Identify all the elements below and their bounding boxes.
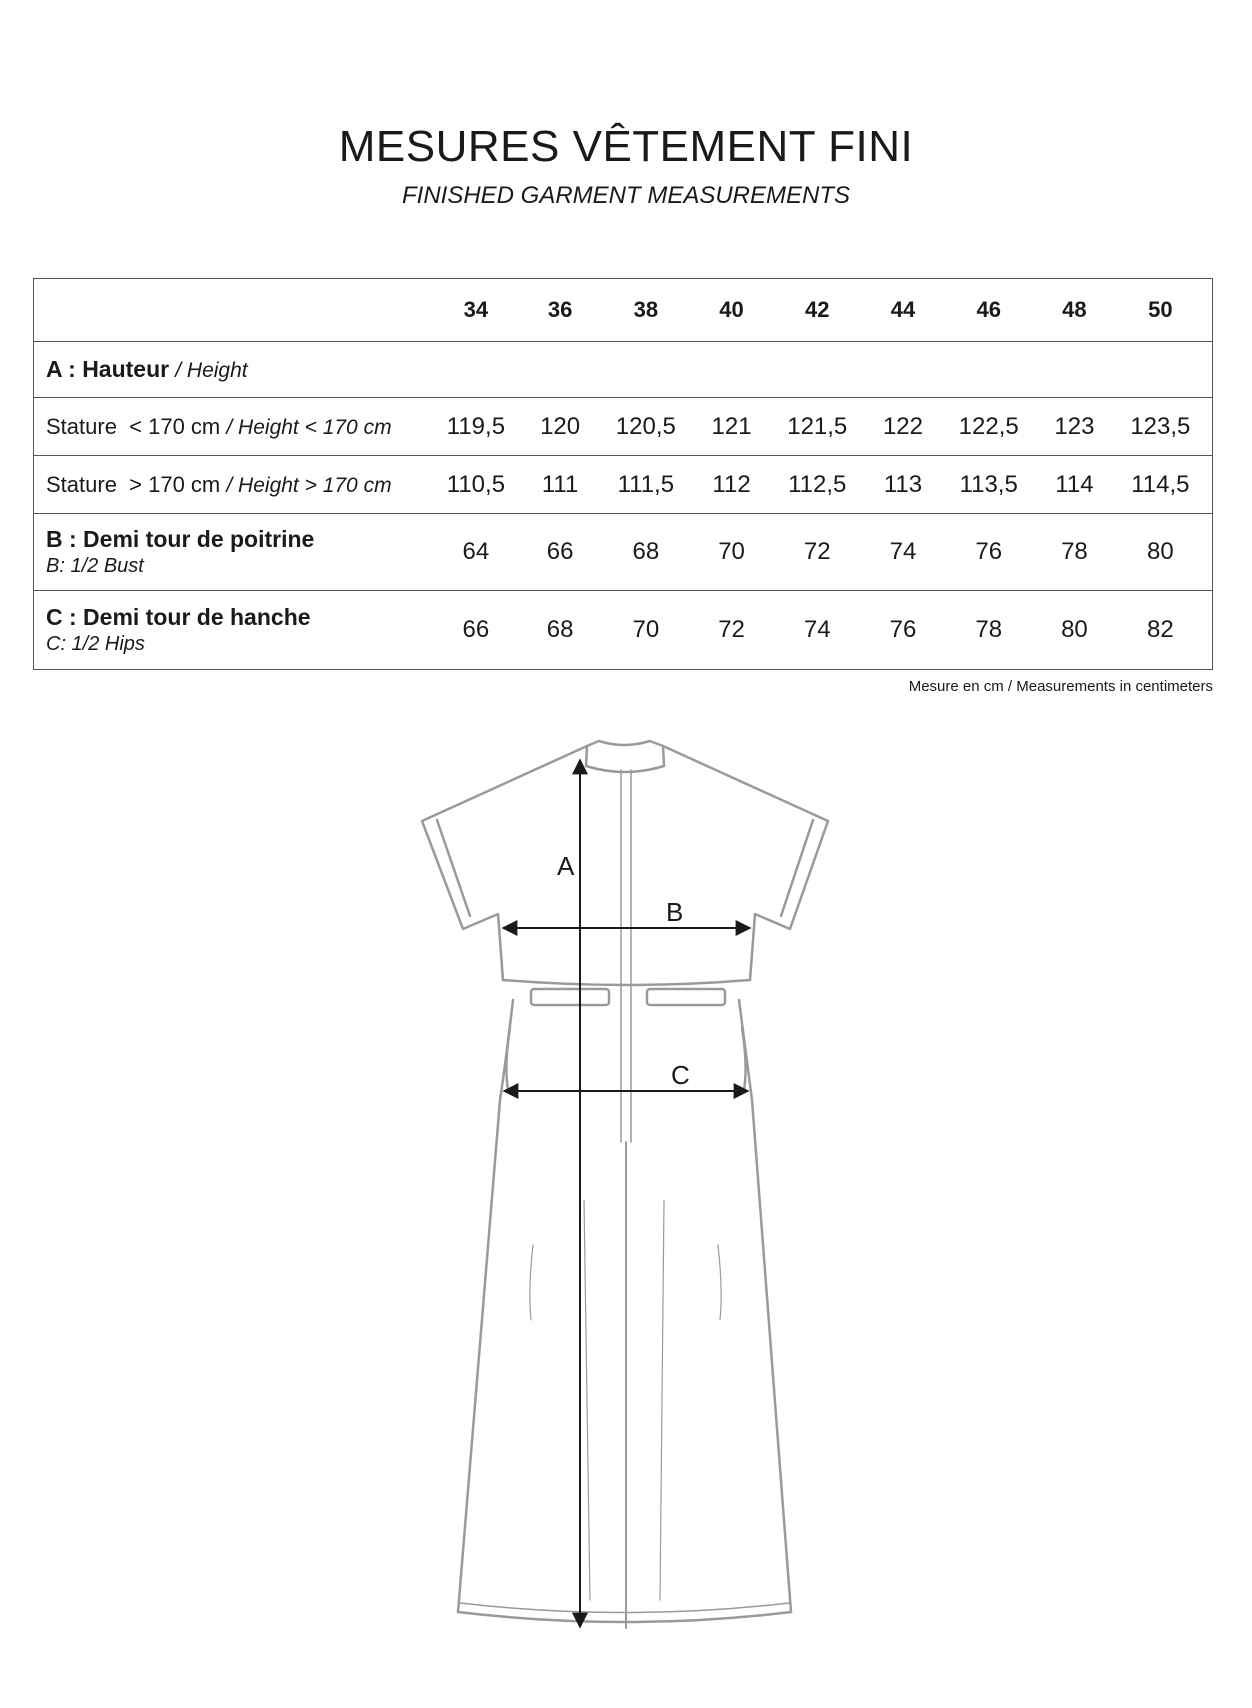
page-subtitle: FINISHED GARMENT MEASUREMENTS	[401, 182, 851, 209]
table-cell: 68	[546, 616, 574, 643]
right-sleeve-hem	[781, 820, 813, 916]
table-cell: 66	[462, 616, 490, 643]
table-cell: 66	[546, 538, 574, 565]
label-c: C	[671, 1060, 690, 1090]
table-cell: 111,5	[617, 470, 675, 498]
table-cell: 113	[883, 470, 923, 498]
table-cell: 112	[712, 470, 751, 498]
table-cell: 123,5	[1130, 412, 1191, 440]
table-cell: 120,5	[615, 412, 676, 440]
table-cell: 70	[632, 616, 660, 643]
size-header: 44	[890, 297, 916, 322]
row-label-en: B: 1/2 Bust	[46, 555, 144, 577]
table-cell: 78	[975, 616, 1003, 643]
table-cell: 110,5	[446, 470, 506, 498]
table-cell: 78	[1061, 538, 1088, 565]
size-header: 40	[719, 297, 744, 322]
table-cell: 123	[1054, 412, 1095, 440]
row-label-fr: Stature < 170 cm	[46, 413, 221, 439]
table-cell: 113,5	[959, 470, 1018, 498]
row-label-en: / Height > 170 cm	[226, 473, 392, 497]
front-pleat-right	[660, 1200, 664, 1600]
size-header: 36	[547, 297, 573, 322]
row-label-fr: C : Demi tour de hanche	[46, 604, 311, 630]
table-cell: 122	[882, 412, 923, 440]
units-note: Mesure en cm / Measurements in centimeters	[908, 678, 1213, 695]
size-header: 48	[1062, 297, 1087, 322]
waist-seam	[503, 980, 750, 985]
size-header: 34	[463, 297, 489, 322]
table-cell: 74	[803, 616, 831, 643]
table-cell: 82	[1147, 616, 1174, 643]
table-cell: 72	[718, 616, 745, 643]
left-side-pocket	[506, 1028, 510, 1090]
height-label-fr: A : Hauteur	[46, 356, 170, 382]
height-label-en: / Height	[175, 359, 248, 382]
table-cell: 112,5	[788, 470, 847, 498]
table-cell: 122,5	[958, 412, 1019, 440]
label-b: B	[666, 897, 684, 927]
hem-line	[458, 1612, 791, 1622]
table-cell: 72	[803, 538, 831, 565]
table-cell: 114	[1055, 470, 1094, 498]
size-header: 42	[805, 297, 830, 322]
front-pleat-left	[584, 1200, 590, 1600]
table-cell: 74	[889, 538, 917, 565]
dart-right	[718, 1245, 721, 1320]
dart-left	[530, 1245, 533, 1320]
right-pocket-flap	[647, 989, 725, 1005]
table-cell: 111	[541, 470, 579, 498]
page-title: MESURES VÊTEMENT FINI	[338, 122, 914, 171]
table-cell: 70	[718, 538, 745, 565]
label-a: A	[557, 851, 575, 881]
row-label-en: / Height < 170 cm	[226, 415, 392, 439]
row-label-fr: Stature > 170 cm	[46, 471, 221, 497]
table-cell: 114,5	[1131, 470, 1190, 498]
garment-outline	[422, 741, 828, 1628]
row-label-en: C: 1/2 Hips	[46, 633, 145, 655]
size-header: 46	[976, 297, 1001, 322]
table-cell: 76	[889, 616, 917, 643]
table-cell: 68	[632, 538, 660, 565]
front-zip	[621, 770, 631, 1142]
table-cell: 121	[711, 412, 752, 440]
size-header: 38	[633, 297, 659, 322]
table-cell: 80	[1061, 616, 1088, 643]
row-label-fr: B : Demi tour de poitrine	[46, 526, 315, 552]
table-cell: 119,5	[446, 412, 506, 440]
table-cell: 120	[540, 412, 581, 440]
table-cell: 64	[462, 538, 490, 565]
size-header: 50	[1148, 297, 1173, 322]
table-cell: 121,5	[787, 412, 848, 440]
right-sleeve-outline	[663, 746, 828, 980]
collar-outline	[586, 741, 664, 772]
hem-stitch	[460, 1603, 789, 1613]
table-cell: 76	[975, 538, 1003, 565]
table-cell: 80	[1147, 538, 1174, 565]
left-pocket-flap	[531, 989, 609, 1005]
